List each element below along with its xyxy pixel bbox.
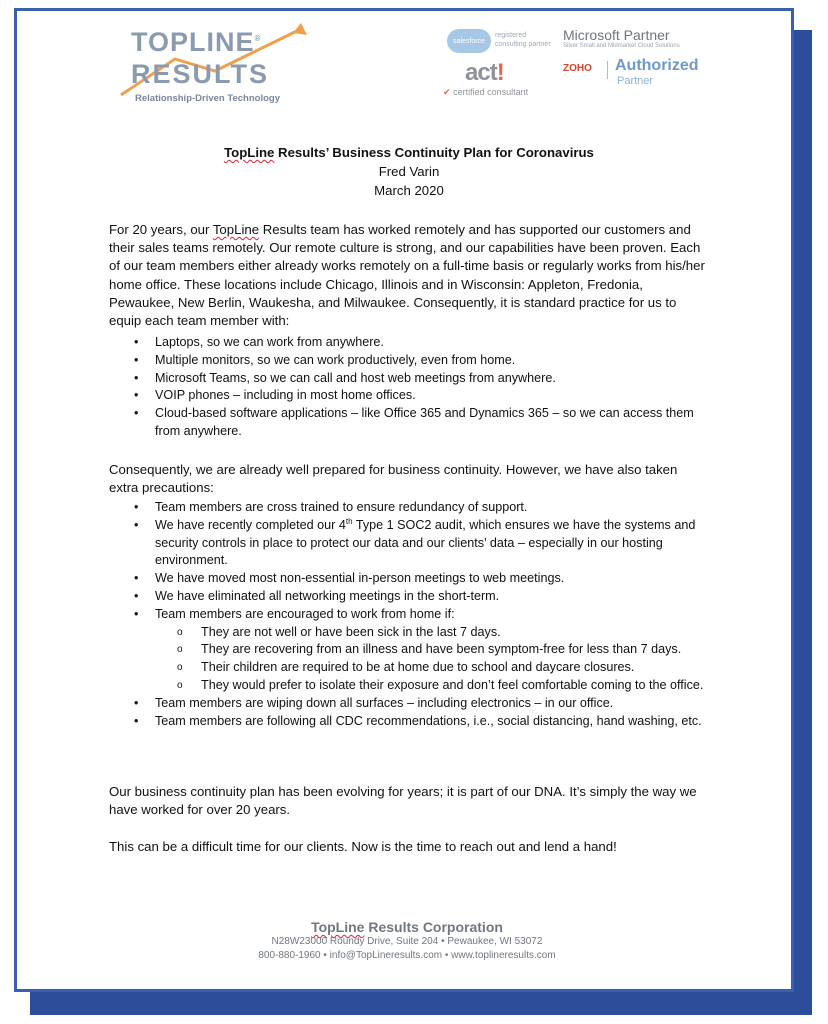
list-item <box>109 588 709 606</box>
sub-list-item <box>155 624 709 642</box>
bullet-icon: • <box>134 571 139 586</box>
footer-contact: 800-880-1960 • info@TopLineresults.com • www.toplineresults.com <box>258 950 556 961</box>
logo-line1 <box>131 27 261 58</box>
list-item <box>109 517 709 570</box>
list-item-text: Team members are following all CDC recommendations, i.e., social distancing, hand washing, etc. <box>155 713 702 728</box>
sub-list-item-text: They are recovering from an illness and have been symptom-free for less than 7 days. <box>201 642 682 657</box>
bullet-icon: • <box>134 406 139 421</box>
list-item-text: Team members are encouraged to work from home if: <box>155 606 455 621</box>
bullet-icon: • <box>134 352 139 367</box>
document-author: Fred Varin <box>378 164 440 179</box>
footer <box>17 919 797 963</box>
list-item-text: Microsoft Teams, so we can call and host web meetings from anywhere. <box>155 370 556 385</box>
list-item <box>109 499 709 517</box>
microsoft-partner-title: Microsoft Partner <box>563 27 670 43</box>
list-item-text: Multiple monitors, so we can work productively, even from home. <box>155 352 516 367</box>
authorized-partner-sub: Partner <box>617 75 654 87</box>
intro-paragraph <box>109 221 709 330</box>
logo-line2: RESULTS <box>131 59 270 89</box>
work-from-home-sublist <box>155 624 709 695</box>
list-item <box>109 606 709 695</box>
sub-list-item <box>155 677 709 695</box>
list-item-text: Team members are wiping down all surfaces – including electronics – in our office. <box>155 695 614 710</box>
precautions-list <box>109 499 709 730</box>
equipment-list <box>109 334 709 441</box>
list-item-text: VOIP phones – including in most home offices. <box>155 388 416 403</box>
list-item-text: Team members are cross trained to ensure redundancy of support. <box>155 500 528 514</box>
sub-list-item-text: Their children are required to be at home due to school and daycare closures. <box>201 660 635 675</box>
footer-corp-name <box>17 919 797 935</box>
bullet-icon: • <box>134 500 139 514</box>
act-logo <box>465 59 504 87</box>
microsoft-partner-sub: Silver Small and Midmarket Cloud Solutions <box>563 43 680 49</box>
title-brand: TopLine <box>224 145 275 160</box>
ordinal-suffix: th <box>345 516 353 526</box>
list-item-text: We have eliminated all networking meetings in the short-term. <box>155 588 500 603</box>
sub-bullet-icon: o <box>177 662 183 674</box>
list-item <box>109 405 709 441</box>
act-certified-text: certified consultant <box>453 87 529 97</box>
sub-bullet-icon: o <box>177 679 183 691</box>
sub-list-item-text: They are not well or have been sick in the last 7 days. <box>201 624 501 639</box>
footer-brand: TopLine <box>311 919 365 935</box>
list-item <box>109 713 709 731</box>
list-item-text: Cloud-based software applications – like Office 365 and Dynamics 365 – so we can access them from anywhere. <box>155 406 694 438</box>
bullet-icon: • <box>134 370 139 385</box>
partner-divider <box>607 61 608 79</box>
bullet-icon: • <box>134 335 139 349</box>
salesforce-partner-text: registered consulting partner <box>495 32 551 48</box>
intro-brand: TopLine <box>212 222 260 237</box>
list-item-text: We have moved most non-essential in-person meetings to web meetings. <box>155 571 565 586</box>
list-item <box>109 695 709 713</box>
list-item <box>109 570 709 588</box>
act-logo-bang: ! <box>496 59 504 86</box>
closing-paragraph: Our business continuity plan has been evolving for years; it is part of our DNA. It’s simply the way we have worked for over 20 years. <box>109 784 697 818</box>
act-certified <box>443 87 528 98</box>
sub-bullet-icon: o <box>177 626 183 638</box>
logo-word-topline: TOPLINE <box>131 27 255 57</box>
list-item-text: Laptops, so we can work from anywhere. <box>155 335 384 349</box>
check-circle-icon: ✔ <box>443 87 451 97</box>
topline-logo <box>115 21 315 111</box>
bullet-icon: • <box>134 695 139 710</box>
list-item <box>109 334 709 352</box>
list-item-text-cont: Type 1 SOC2 audit, which ensures we have the systems and security controls in place to protect our data and our clients’ data – especially in our hosting environment. <box>155 517 696 568</box>
sub-list-item <box>155 659 709 677</box>
sub-bullet-icon: o <box>177 644 183 656</box>
title-rest: Results’ Business Continuity Plan for Coronavirus <box>274 145 594 160</box>
zoho-logo: ZOHO <box>563 63 592 74</box>
list-item <box>109 370 709 388</box>
sub-list-item <box>155 641 709 659</box>
salesforce-cloud-icon: salesforce <box>447 29 491 53</box>
logo-tagline: Relationship-Driven Technology <box>135 93 280 104</box>
prepared-paragraph: Consequently, we are already well prepared for business continuity. However, we have also taken extra precautions: <box>109 462 678 496</box>
intro-pre: For 20 years, our <box>109 222 213 237</box>
intro-post: Results team has worked remotely and has supported our customers and their sales teams remotely. Our remote culture is strong, and our capabilities have been proven. Each of our team members either already works remotely on a full-time basis or regularly works from his/her home office. These locations include Chicago, Illinois and in Wisconsin: Appleton, Fredonia, Pewaukee, New Berlin, Waukesha, and Milwaukee. Consequently, it is standard practice for us to equip each team member with: <box>109 222 705 329</box>
bullet-icon: • <box>134 517 139 532</box>
list-item <box>109 352 709 370</box>
authorized-partner-title: Authorized <box>615 57 699 74</box>
bullet-icon: • <box>134 606 139 621</box>
final-paragraph: This can be a difficult time for our clients. Now is the time to reach out and lend a hand! <box>109 839 617 854</box>
document-date: March 2020 <box>374 183 444 198</box>
footer-corp-rest: Results Corporation <box>364 919 503 935</box>
footer-address: N28W23000 Roundy Drive, Suite 204 • Pewaukee, WI 53072 <box>271 936 543 947</box>
document-page <box>14 8 794 992</box>
title-block <box>109 143 709 200</box>
sub-list-item-text: They would prefer to isolate their exposure and don’t feel comfortable coming to the office. <box>201 677 704 692</box>
bullet-icon: • <box>134 388 139 403</box>
act-logo-text: act <box>465 59 497 86</box>
list-item-text: We have recently completed our 4 <box>155 517 346 532</box>
bullet-icon: • <box>134 588 139 603</box>
document-title <box>109 143 709 162</box>
bullet-icon: • <box>134 713 139 728</box>
logo-registered: ® <box>254 34 262 43</box>
list-item <box>109 387 709 405</box>
